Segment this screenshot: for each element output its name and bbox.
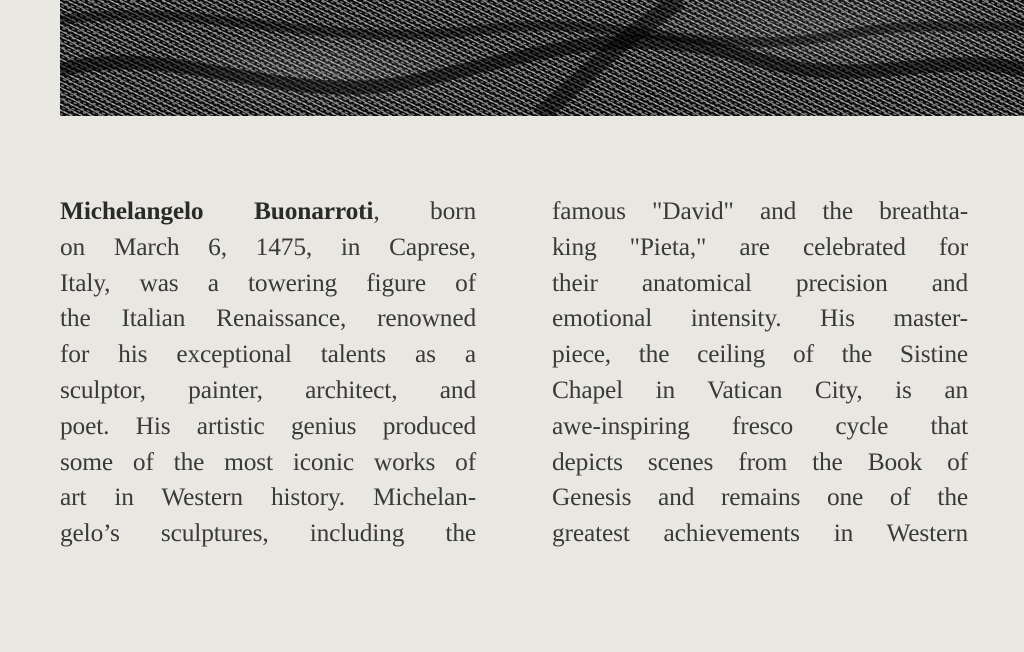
- article-line: on March 6, 1475, in Caprese,: [60, 232, 476, 261]
- article-line: Chapel in Vatican City, is an: [552, 375, 968, 404]
- article-line: poet. His artistic genius produced: [60, 411, 476, 440]
- article-line: depicts scenes from the Book of: [552, 447, 968, 476]
- article-line: some of the most iconic works of: [60, 447, 476, 476]
- subject-name: Michelangelo Buonarroti: [60, 197, 374, 225]
- hero-image: [60, 0, 1024, 116]
- article-line: gelo’s sculptures, including the: [60, 519, 476, 548]
- article-line: piece, the ceiling of the Sistine: [552, 340, 968, 369]
- article-line: art in Western history. Michelan-: [60, 483, 476, 512]
- article-line: for his exceptional talents as a: [60, 340, 476, 369]
- article-left-column: [60, 194, 476, 552]
- article-line: their anatomical precision and: [552, 268, 968, 297]
- article-right-column: [552, 194, 968, 552]
- article-line: sculptor, painter, architect, and: [60, 375, 476, 404]
- article-line: Italy, was a towering figure of: [60, 268, 476, 297]
- article-line: famous "David" and the breathta-: [552, 197, 968, 225]
- article-line: the Italian Renaissance, renowned: [60, 304, 476, 333]
- article-line: awe-inspiring fresco cycle that: [552, 411, 968, 440]
- article-line: king "Pieta," are celebrated for: [552, 232, 968, 261]
- engraved-texture-image: [60, 0, 1024, 116]
- article-line: [60, 194, 476, 230]
- article-line: emotional intensity. His master-: [552, 304, 968, 333]
- article-line: greatest achievements in Western: [552, 519, 968, 548]
- first-line-rest: , born: [373, 197, 476, 225]
- article-line: Genesis and remains one of the: [552, 483, 968, 512]
